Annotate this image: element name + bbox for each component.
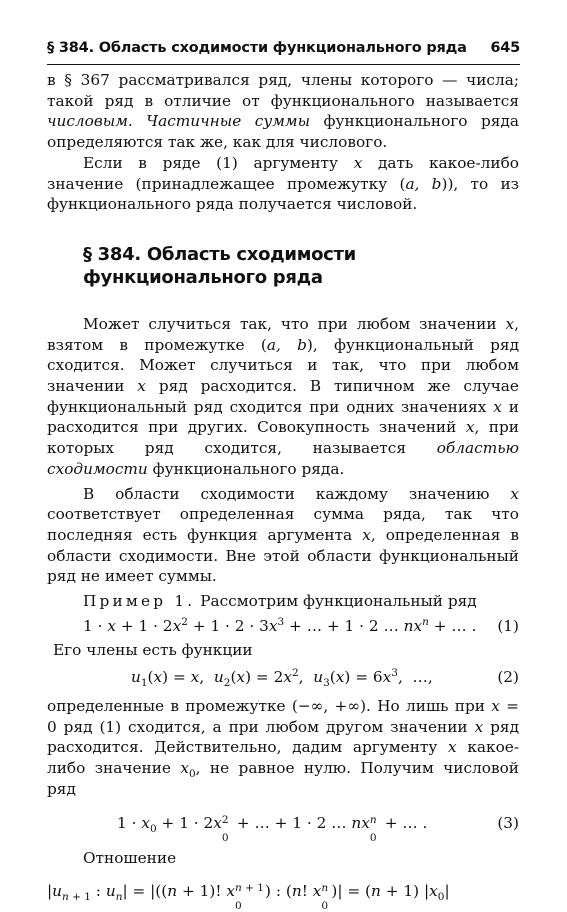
running-head [47,40,520,56]
equation-2: $u_1(x) = x$, $u_2(x) = 2x^2$, $u_3(x) = 6x^3$, …, (2) [131,667,519,690]
section-heading-line-2: функционального ряда [83,267,323,289]
section-heading-line-1: § 384. Область сходимости [83,243,356,265]
running-title: § 384. Область сходимости функционального ряда [47,40,467,56]
equation-3-number: (3) [497,814,519,833]
intro-paragraph-1: в § 367 рассматривался ряд, члены которого — числа; такой ряд в отличие от функционального называется числовым. Частичные суммы функционального ряда определяются так же, как для числового. [47,71,519,152]
paragraph-sum-function: В области сходимости каждому значению x соответствует определенная сумма ряда, так что последняя есть функция аргумента x, определенная в области сходимости. Вне этой области функциональный ряд не имеет суммы. [47,484,519,586]
members-line: Его члены есть функции [53,641,253,660]
intro-paragraph-2: Если в ряде (1) аргументу x дать какое-либо значение (принадлежащее промежутку (a, b)), то из функционального ряда получается числовой. [47,153,520,214]
equation-ratio: $|u_{n + 1}$ : $u_n| = |((n + 1)$! x n + 1 0 ) : (n! x n 0 )| = (n + 1) $|x_0|$ [47,881,450,912]
paragraph-divergence: определенные в промежутке (−∞, +∞). Но лишь при x = 0 ряд (1) сходится, а при любом другом значении x ряд расходится. Действительно, дадим аргументу x какое-либо значение $x_0$, не равное нулю. Получим числовой ряд [47,696,519,798]
paragraph-convergence-region: Может случиться так, что при любом значении x, взятом в промежутке (a, b), функциональный ряд сходится. Может случиться и так, что при любом значении x ряд расходится. В типичном же случае функциональный ряд сходится при одних значениях x и расходится при других. Совокупность значений x, при которых ряд сходится, называется областью сходимости функционального ряда. [47,314,520,478]
equation-2-number: (2) [497,668,519,687]
ratio-label: Отношение [83,849,177,868]
header-rule [47,64,520,65]
equation-1-number: (1) [497,616,519,635]
example-intro: Пример 1. Рассмотрим функциональный ряд [83,592,477,611]
section-heading [83,243,519,290]
equation-3: $1 \cdot x_0 + 1 \cdot 2x$ 2 0 + … + 1 · 2 … nx n 0 + … . (3) [117,814,519,845]
page-body [47,70,520,912]
equation-1: $1 \cdot x + 1 \cdot 2x^2 + 1 \cdot 2 \cdot 3x^3$ + … + 1 · 2 … $nx^n$ + … . (1) [83,615,519,635]
page-number: 645 [490,40,520,56]
